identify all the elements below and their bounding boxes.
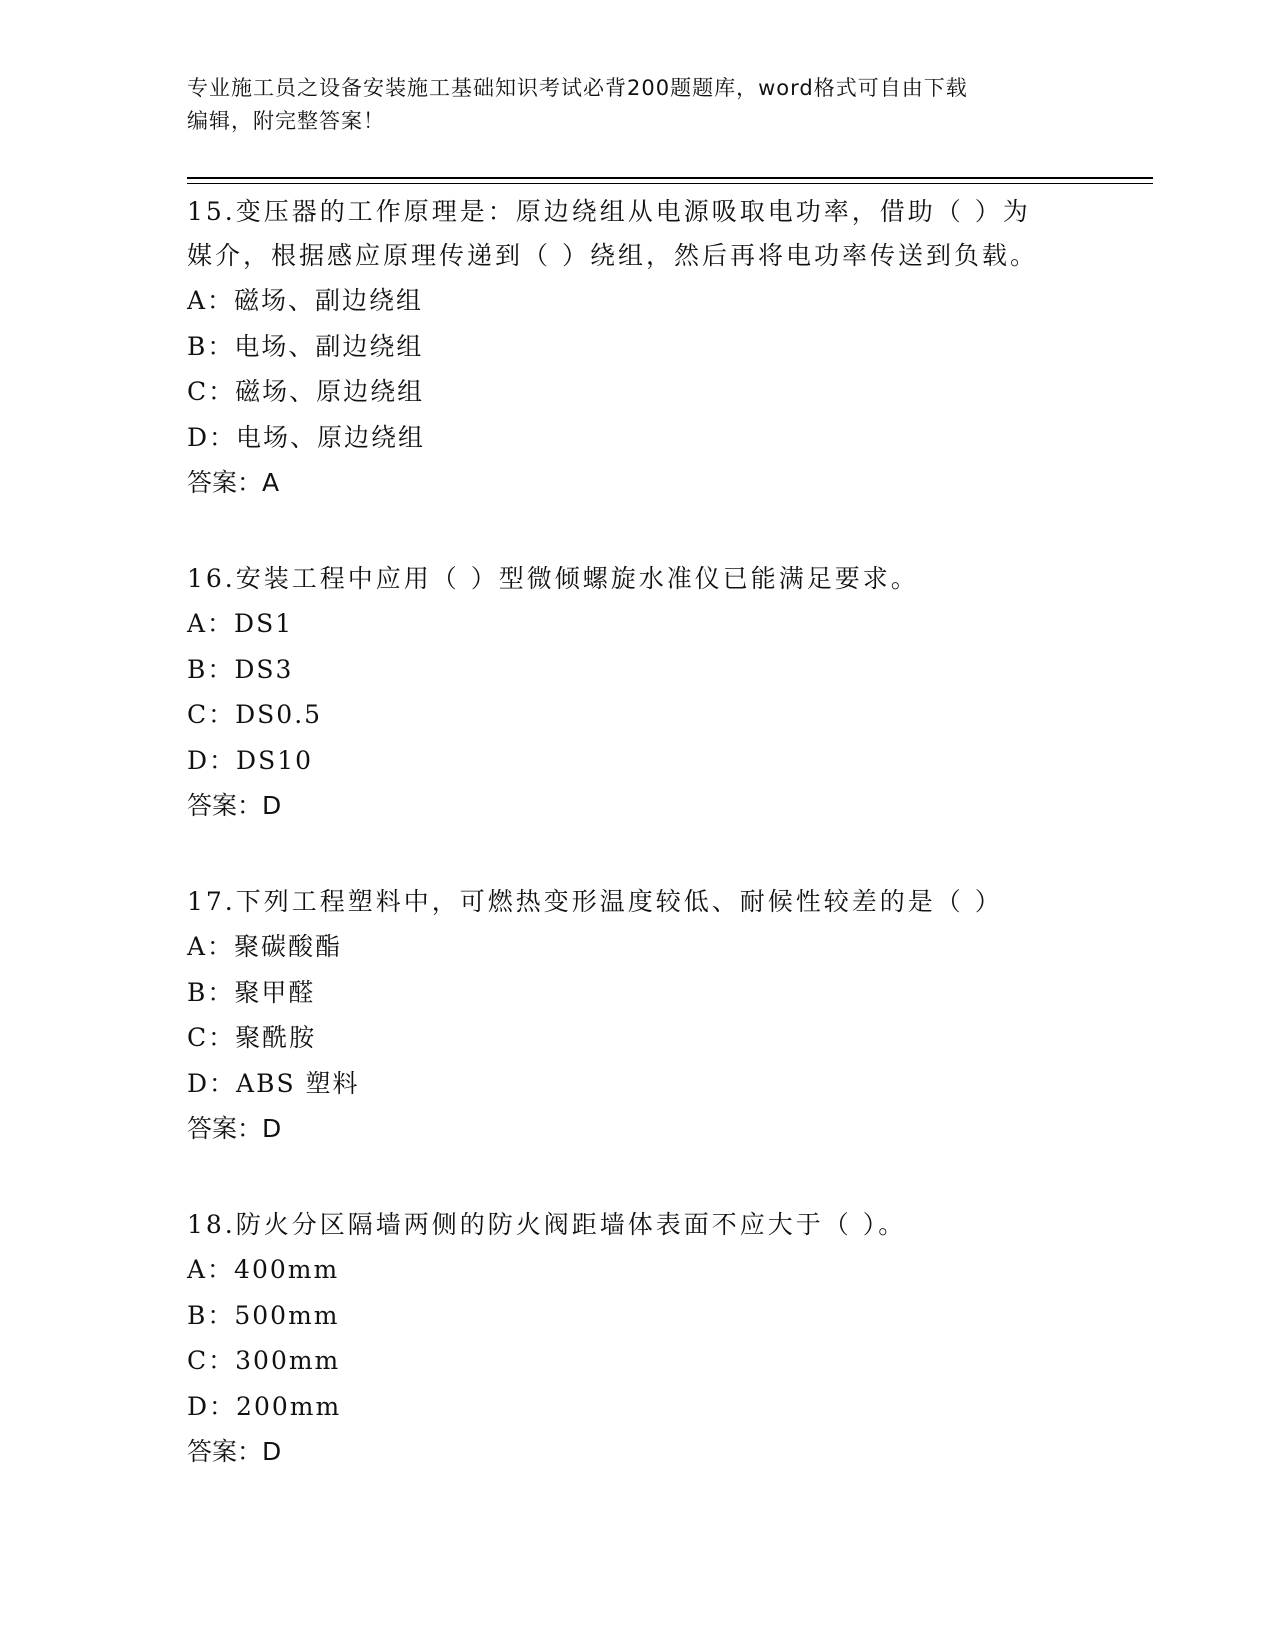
header-divider-thin	[187, 183, 1153, 184]
question-list	[187, 190, 1087, 1526]
option-a: A：DS1	[187, 609, 294, 638]
header-line-1: 专业施工员之设备安装施工基础知识考试必背200题题库，word格式可自由下载	[187, 76, 968, 100]
option-a: A：400mm	[187, 1255, 340, 1284]
option-b: B：电场、副边绕组	[187, 331, 424, 361]
option-b: B：500mm	[187, 1300, 340, 1330]
question-15	[187, 190, 1087, 505]
question-stem: 18.防火分区隔墙两侧的防火阀距墙体表面不应大于（ ）。	[187, 1210, 907, 1239]
option-d: D：ABS 塑料	[187, 1068, 360, 1098]
header-divider-thick	[187, 177, 1153, 179]
question-16	[187, 557, 1087, 828]
option-a: A：聚碳酸酯	[187, 932, 343, 961]
option-c: C：300mm	[187, 1346, 341, 1375]
question-stem: 16.安装工程中应用（ ）型微倾螺旋水准仪已能满足要求。	[187, 564, 919, 593]
header-line-2: 编辑，附完整答案！	[187, 109, 385, 133]
answer: 答案：A	[187, 468, 280, 497]
answer: 答案：D	[187, 791, 282, 820]
option-d: D：DS10	[187, 745, 314, 775]
question-stem: 17.下列工程塑料中，可燃热变形温度较低、耐候性较差的是（ ）	[187, 887, 1003, 916]
answer: 答案：D	[187, 1114, 282, 1143]
answer: 答案：D	[187, 1437, 282, 1466]
option-a: A：磁场、副边绕组	[187, 286, 424, 315]
option-d: D：电场、原边绕组	[187, 422, 426, 452]
document-header	[187, 72, 1077, 138]
option-c: C：磁场、原边绕组	[187, 377, 425, 406]
option-b: B：DS3	[187, 654, 294, 684]
option-d: D：200mm	[187, 1391, 342, 1421]
question-stem-continued: 媒介，根据感应原理传递到（ ）绕组，然后再将电功率传送到负载。	[187, 241, 1038, 270]
option-c: C：DS0.5	[187, 700, 323, 729]
option-c: C：聚酰胺	[187, 1023, 317, 1052]
question-stem: 15.变压器的工作原理是：原边绕组从电源吸取电功率，借助（ ）为	[187, 197, 1031, 226]
question-17	[187, 880, 1087, 1151]
question-18	[187, 1203, 1087, 1474]
option-b: B：聚甲醛	[187, 977, 316, 1007]
